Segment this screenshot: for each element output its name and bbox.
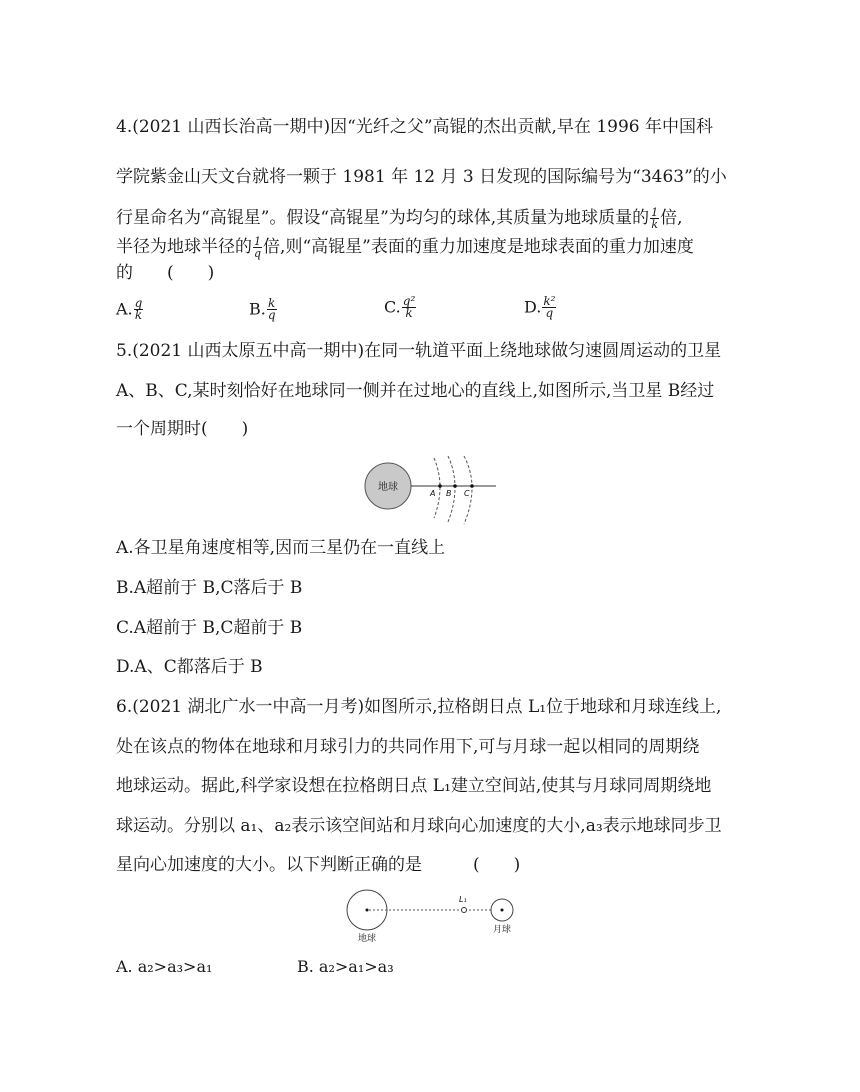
q4-mass-frac-den: k [651,218,658,231]
q5-option-a[interactable]: A.各卫星角速度相等,因而三星仍在一直线上 [116,538,446,558]
q6-earth-label: 地球 [357,934,377,944]
q5-line-1: 5.(2021 山西太原五中高一期中)在同一轨道平面上绕地球做匀速圆周运动的卫星 [116,341,722,361]
q4-line-3-text: 行星命名为“高锟星”。假设“高锟星”为均匀的球体,其质量为地球质量的 [116,208,650,228]
q6-line-3: 地球运动。据此,科学家设想在拉格朗日点 L₁建立空间站,使其与月球同周期绕地 [116,776,712,796]
q5-orbit-a [434,458,440,518]
q5-label-a: A [430,489,436,498]
q4-line-3-tail: 倍, [660,208,683,228]
q5-option-d[interactable]: D.A、C都落后于 B [116,657,263,677]
q4-option-b-den: q [267,308,276,322]
q4-option-b[interactable] [249,298,278,321]
q4-line-5: 的 ( ) [116,263,215,283]
q4-option-a[interactable] [116,298,144,321]
q6-moon-label: 月球 [492,925,512,935]
q6-line-1: 6.(2021 湖北广水一中高一月考)如图所示,拉格朗日点 L₁位于地球和月球连线上, [116,697,722,717]
q4-option-b-num: k [268,296,276,310]
q5-label-b: B [446,489,452,498]
q5-satellite-b [453,484,457,488]
q4-line-4 [116,236,694,259]
q5-line-2: A、B、C,某时刻恰好在地球同一侧并在过地心的直线上,如图所示,当卫星 B经过 [116,381,715,401]
q4-option-d-frac [542,296,556,319]
q4-line-1: 4.(2021 山西长治高一期中)因“光纤之父”高锟的杰出贡献,早在 1996 年中国科 [116,117,714,137]
q4-option-d-num: k² [543,294,556,308]
q4-option-c-frac [402,296,417,319]
q4-option-c-den: k [405,306,413,320]
q4-radius-frac-num: 1 [254,235,262,248]
q6-moon-center [501,909,504,912]
q4-option-c-num: q² [402,294,416,308]
q5-label-c: C [464,489,470,498]
q4-option-d[interactable] [524,296,557,319]
q4-option-c-label: C. [384,297,401,317]
q4-option-b-frac [267,298,277,321]
q4-radius-fraction [253,236,262,259]
q6-lagrange-figure [344,886,520,946]
q4-option-a-frac [134,298,144,321]
q4-mass-frac-num: 1 [651,206,659,219]
q4-line-2: 学院紫金山天文台就将一颗于 1981 年 12 月 3 日发现的国际编号为“3463”的小 [116,167,727,187]
q5-earth-label: 地球 [378,482,398,493]
q5-orbit-figure [356,456,502,526]
q5-satellite-c [470,484,474,488]
q4-option-a-num: q [134,296,143,310]
q6-earth-center [366,909,369,912]
q4-option-a-label: A. [116,299,133,319]
q6-option-b[interactable]: B. a₂>a₁>a₃ [297,957,394,976]
q6-line-2: 处在该点的物体在地球和月球引力的共同作用下,可与月球一起以相同的周期绕 [116,737,700,757]
q4-option-d-den: q [545,306,554,320]
q5-satellite-a [438,484,442,488]
q4-option-d-label: D. [524,297,542,317]
q6-l1-label: L₁ [459,895,467,904]
q4-option-c[interactable] [384,296,417,319]
q5-line-3: 一个周期时( ) [116,419,249,439]
q4-mass-fraction [650,207,659,230]
q6-line-5: 星向心加速度的大小。以下判断正确的是 ( ) [116,855,521,875]
q4-option-a-den: k [134,308,143,322]
q5-option-b[interactable]: B.A超前于 B,C落后于 B [116,578,303,598]
q6-l1-point [462,908,467,913]
q4-option-b-label: B. [249,299,266,319]
q4-line-3 [116,207,683,230]
q4-radius-frac-den: q [254,247,262,260]
q6-line-4: 球运动。分别以 a₁、a₂表示该空间站和月球向心加速度的大小,a₃表示地球同步卫 [116,816,722,836]
q4-line-4-tail: 倍,则“高锟星”表面的重力加速度是地球表面的重力加速度 [263,237,694,257]
q4-line-4-text: 半径为地球半径的 [116,237,252,257]
q6-option-a[interactable]: A. a₂>a₃>a₁ [116,957,213,976]
q5-option-c[interactable]: C.A超前于 B,C超前于 B [116,618,303,638]
